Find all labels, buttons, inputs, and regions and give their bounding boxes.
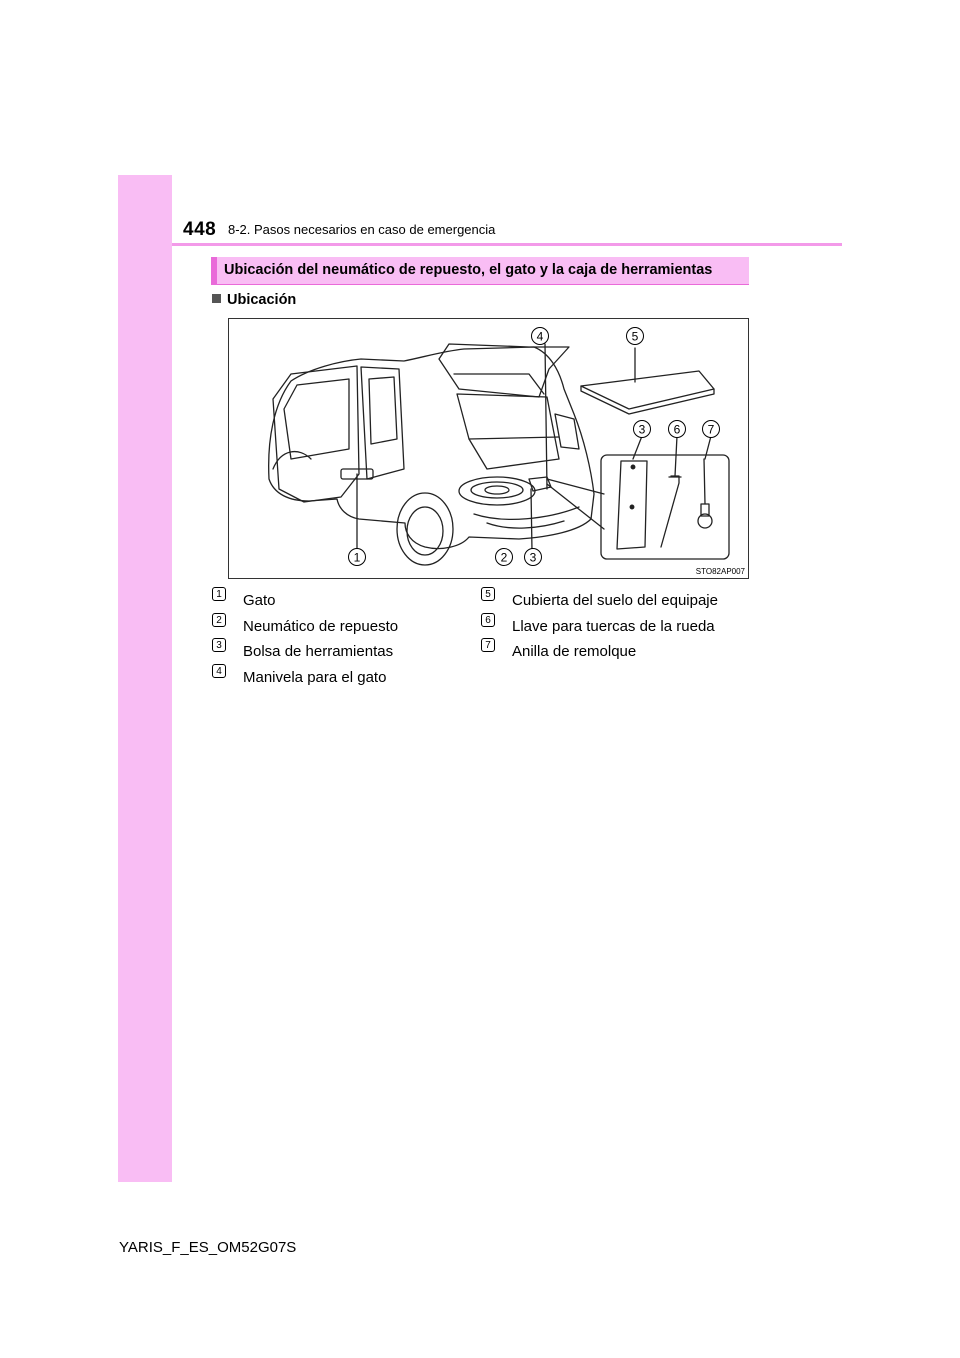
section-heading-marker	[211, 257, 217, 284]
callout-3-toolbag	[634, 421, 651, 438]
number-badge: 1	[212, 587, 226, 601]
callout-1	[349, 549, 366, 566]
legend-text: Manivela para el gato	[243, 669, 387, 686]
legend-text: Llave para tuercas de la rueda	[512, 618, 715, 635]
location-figure	[228, 318, 749, 579]
number-badge: 6	[481, 613, 495, 627]
callout-5	[627, 328, 644, 345]
legend-text: Neumático de repuesto	[243, 618, 399, 635]
svg-text:7: 7	[707, 422, 715, 437]
legend-text: Cubierta del suelo del equipaje	[512, 592, 718, 609]
callout-3	[525, 549, 542, 566]
section-underline	[211, 284, 749, 285]
footer-doc-id: YARIS_F_ES_OM52G07S	[119, 1239, 297, 1256]
number-badge: 5	[481, 587, 495, 601]
page-number: 448	[183, 219, 217, 240]
svg-text:3: 3	[529, 550, 537, 565]
number-badge: 2	[212, 613, 226, 627]
number-badge: 3	[212, 638, 226, 652]
callout-4	[532, 328, 549, 345]
svg-text:3: 3	[638, 422, 646, 437]
subsection-title: Ubicación	[227, 292, 297, 308]
legend-text: Anilla de remolque	[512, 643, 637, 660]
chapter-title: 8-2. Pasos necesarios en caso de emergencia	[228, 222, 496, 237]
section-title: Ubicación del neumático de repuesto, el gato y la caja de herramientas	[224, 262, 713, 278]
side-tab	[118, 175, 172, 1182]
svg-text:4: 4	[536, 329, 544, 344]
subsection-heading	[212, 292, 296, 308]
svg-text:1: 1	[353, 550, 361, 565]
header-rule	[172, 243, 842, 246]
svg-text:5: 5	[631, 329, 639, 344]
number-badge: 4	[212, 664, 226, 678]
legend-text: Bolsa de herramientas	[243, 643, 394, 660]
callout-6	[669, 421, 686, 438]
car-illustration	[229, 319, 748, 578]
legend-text: Gato	[243, 592, 276, 609]
callout-2	[496, 549, 513, 566]
svg-text:6: 6	[673, 422, 681, 437]
callout-7	[703, 421, 720, 438]
svg-text:2: 2	[500, 550, 508, 565]
number-badge: 7	[481, 638, 495, 652]
square-bullet-icon	[212, 294, 221, 303]
figure-code: STO82AP007	[695, 567, 745, 576]
